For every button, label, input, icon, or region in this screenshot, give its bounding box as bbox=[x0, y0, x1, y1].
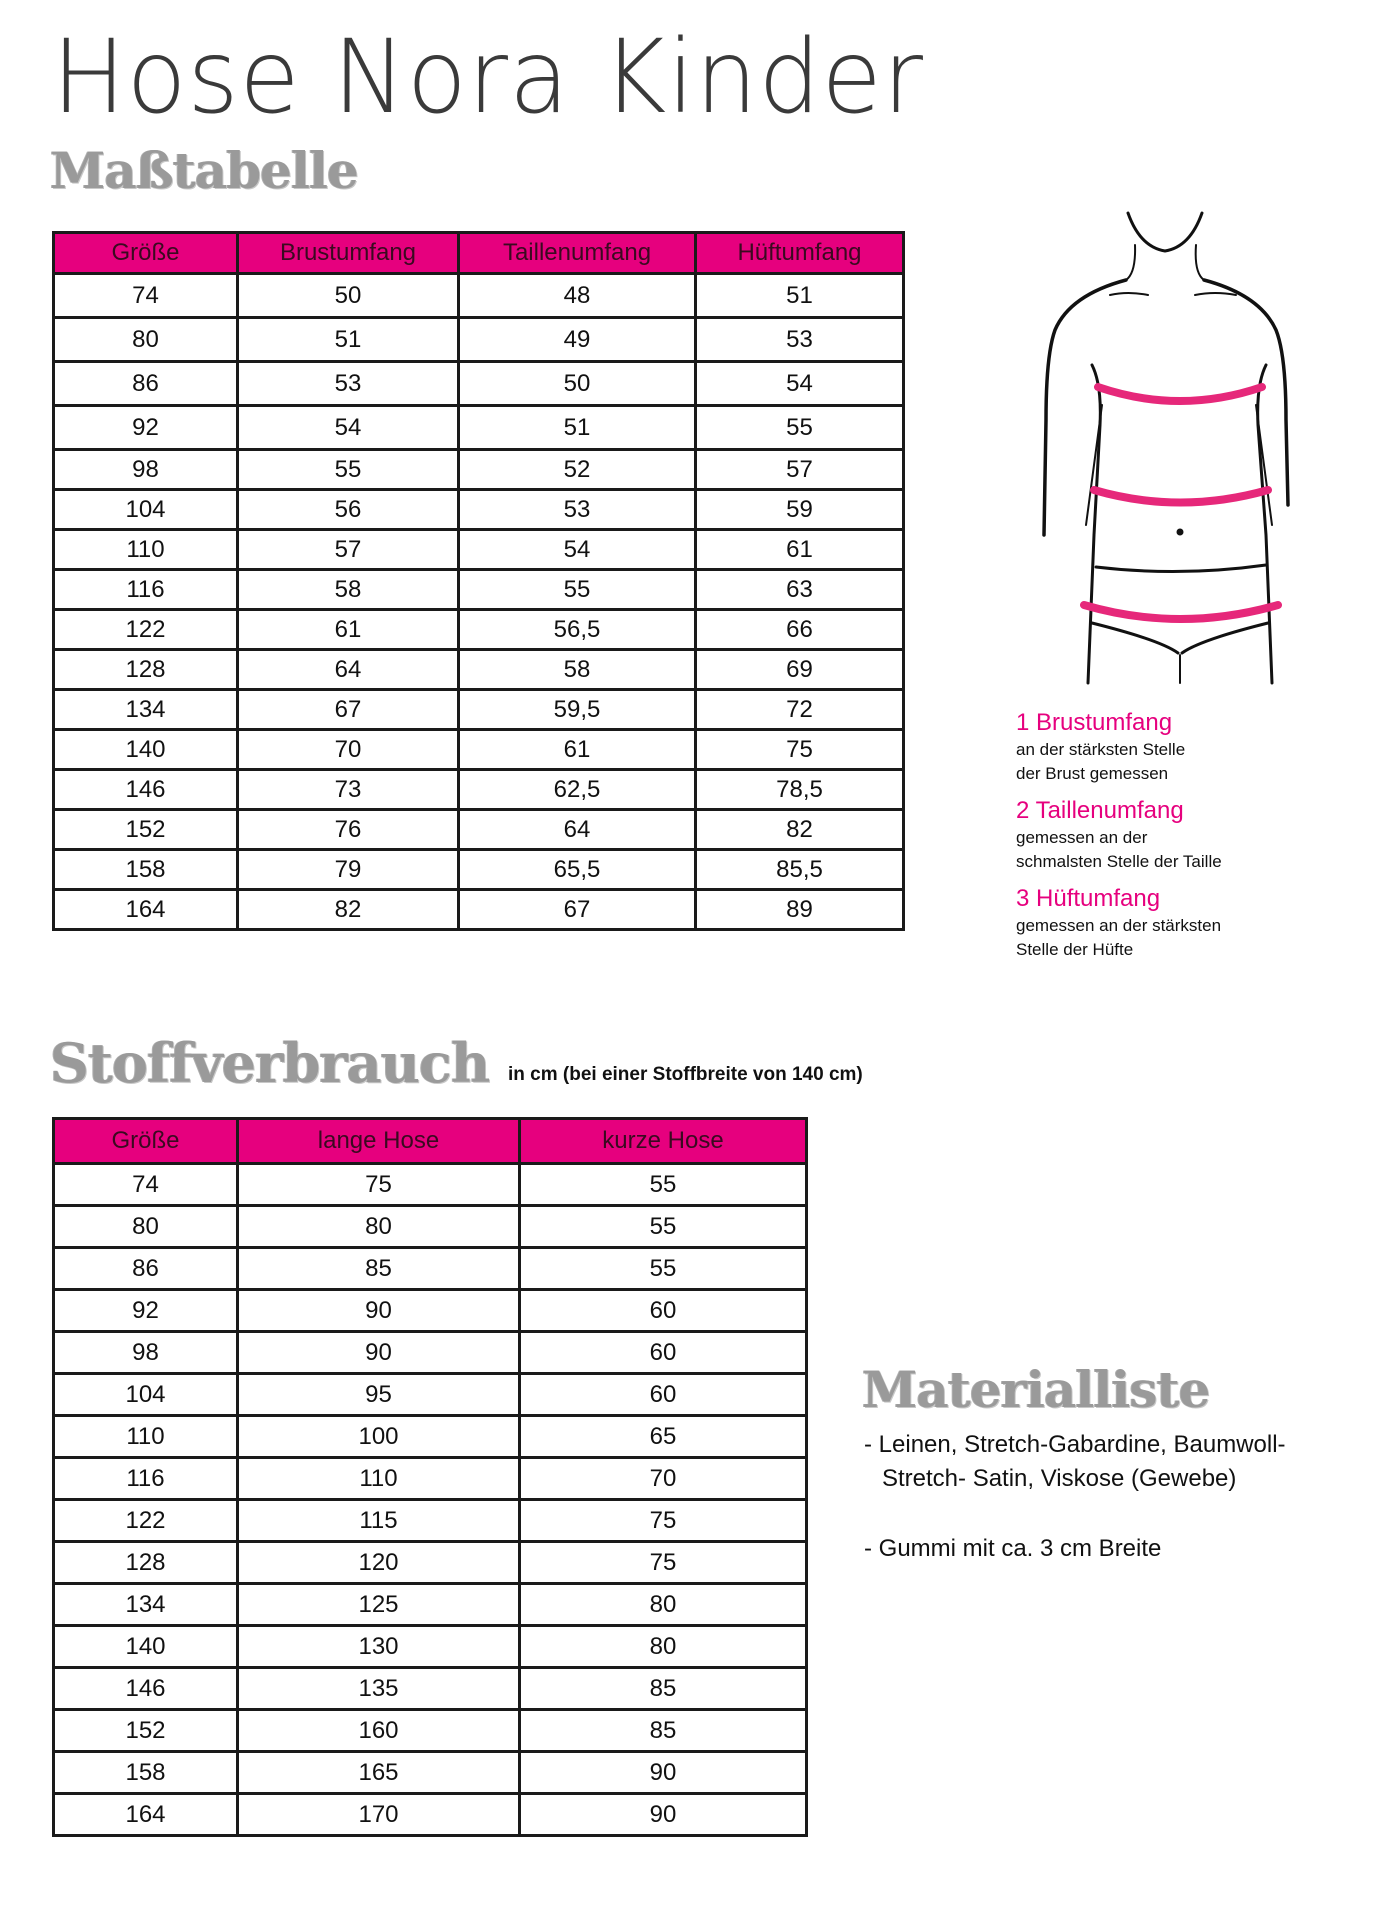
table-cell: 165 bbox=[238, 1752, 520, 1794]
table-cell: 53 bbox=[238, 362, 459, 406]
table-row bbox=[54, 1374, 807, 1416]
table-cell: 90 bbox=[520, 1752, 807, 1794]
table-cell: 73 bbox=[238, 770, 459, 810]
table-cell: 85 bbox=[520, 1710, 807, 1752]
table-cell: 79 bbox=[238, 850, 459, 890]
size-col-header: Größe bbox=[54, 233, 238, 274]
table-cell: 53 bbox=[459, 490, 696, 530]
table-cell: 53 bbox=[696, 318, 904, 362]
materials-heading: Materialliste bbox=[862, 1360, 1210, 1419]
page-title: Hose Nora Kinder bbox=[52, 18, 924, 137]
legend-line: schmalsten Stelle der Taille bbox=[1016, 852, 1222, 871]
legend-head: 2 Taillenumfang bbox=[1016, 797, 1184, 824]
table-row bbox=[54, 1416, 807, 1458]
table-cell: 128 bbox=[54, 650, 238, 690]
torso-right bbox=[1258, 365, 1272, 683]
table-cell: 80 bbox=[54, 1206, 238, 1248]
table-row bbox=[54, 1500, 807, 1542]
legend-line: der Brust gemessen bbox=[1016, 764, 1169, 783]
table-cell: 69 bbox=[696, 650, 904, 690]
table-cell: 55 bbox=[520, 1164, 807, 1206]
table-cell: 56 bbox=[238, 490, 459, 530]
table-cell: 55 bbox=[459, 570, 696, 610]
table-cell: 110 bbox=[54, 1416, 238, 1458]
table-cell: 104 bbox=[54, 490, 238, 530]
table-cell: 140 bbox=[54, 730, 238, 770]
table-cell: 158 bbox=[54, 1752, 238, 1794]
table-cell: 146 bbox=[54, 1668, 238, 1710]
table-cell: 85 bbox=[238, 1248, 520, 1290]
table-cell: 90 bbox=[238, 1332, 520, 1374]
table-cell: 160 bbox=[238, 1710, 520, 1752]
table-cell: 54 bbox=[696, 362, 904, 406]
chest-col-header: Brustumfang bbox=[238, 233, 459, 274]
table-cell: 54 bbox=[238, 406, 459, 450]
materials-list bbox=[864, 1428, 1364, 1566]
table-row bbox=[54, 406, 904, 450]
measurement-legend bbox=[1016, 708, 1346, 972]
table-cell: 49 bbox=[459, 318, 696, 362]
table-cell: 52 bbox=[459, 450, 696, 490]
table-cell: 67 bbox=[459, 890, 696, 930]
table-cell: 130 bbox=[238, 1626, 520, 1668]
table-cell: 122 bbox=[54, 610, 238, 650]
table-cell: 75 bbox=[520, 1542, 807, 1584]
table-cell: 60 bbox=[520, 1290, 807, 1332]
table-cell: 60 bbox=[520, 1374, 807, 1416]
table-cell: 134 bbox=[54, 1584, 238, 1626]
table-cell: 98 bbox=[54, 1332, 238, 1374]
table-cell: 122 bbox=[54, 1500, 238, 1542]
table-cell: 128 bbox=[54, 1542, 238, 1584]
table-cell: 70 bbox=[520, 1458, 807, 1500]
table-cell: 100 bbox=[238, 1416, 520, 1458]
table-cell: 86 bbox=[54, 362, 238, 406]
table-cell: 146 bbox=[54, 770, 238, 810]
table-row bbox=[54, 450, 904, 490]
table-cell: 75 bbox=[520, 1500, 807, 1542]
table-cell: 110 bbox=[54, 530, 238, 570]
table-cell: 80 bbox=[520, 1584, 807, 1626]
table-row bbox=[54, 1752, 807, 1794]
table-cell: 80 bbox=[54, 318, 238, 362]
collarbone-right bbox=[1195, 293, 1236, 295]
legend-line: an der stärksten Stelle bbox=[1016, 740, 1186, 759]
table-cell: 104 bbox=[54, 1374, 238, 1416]
table-cell: 90 bbox=[520, 1794, 807, 1836]
legend-line: gemessen an der bbox=[1016, 828, 1148, 847]
table-cell: 62,5 bbox=[459, 770, 696, 810]
legend-line: gemessen an der stärksten bbox=[1016, 916, 1222, 935]
table-cell: 120 bbox=[238, 1542, 520, 1584]
neck-line bbox=[1128, 213, 1202, 251]
table-cell: 50 bbox=[459, 362, 696, 406]
table-cell: 140 bbox=[54, 1626, 238, 1668]
table-cell: 158 bbox=[54, 850, 238, 890]
table-cell: 48 bbox=[459, 274, 696, 318]
legend-item-hip bbox=[1016, 884, 1346, 962]
body-measurement-figure bbox=[1010, 205, 1290, 685]
table-cell: 90 bbox=[238, 1290, 520, 1332]
fabric-note: in cm (bei einer Stoffbreite von 140 cm) bbox=[508, 1064, 863, 1085]
table-cell: 135 bbox=[238, 1668, 520, 1710]
table-cell: 59,5 bbox=[459, 690, 696, 730]
legend-head: 1 Brustumfang bbox=[1016, 709, 1173, 736]
waist-col-header: Taillenumfang bbox=[459, 233, 696, 274]
table-cell: 80 bbox=[520, 1626, 807, 1668]
fabric-heading: Stoffverbrauch bbox=[50, 1031, 490, 1095]
table-cell: 164 bbox=[54, 890, 238, 930]
table-row bbox=[54, 530, 904, 570]
table-row bbox=[54, 274, 904, 318]
legend-item-chest bbox=[1016, 708, 1346, 786]
table-cell: 55 bbox=[520, 1248, 807, 1290]
table-cell: 51 bbox=[696, 274, 904, 318]
table-cell: 98 bbox=[54, 450, 238, 490]
table-cell: 51 bbox=[459, 406, 696, 450]
table-cell: 55 bbox=[696, 406, 904, 450]
table-row bbox=[54, 1626, 807, 1668]
table-row bbox=[54, 810, 904, 850]
hip-col-header: Hüftumfang bbox=[696, 233, 904, 274]
table-cell: 85,5 bbox=[696, 850, 904, 890]
table-cell: 59 bbox=[696, 490, 904, 530]
table-cell: 89 bbox=[696, 890, 904, 930]
table-row bbox=[54, 1290, 807, 1332]
table-row bbox=[54, 1710, 807, 1752]
table-cell: 72 bbox=[696, 690, 904, 730]
table-cell: 55 bbox=[238, 450, 459, 490]
table-cell: 61 bbox=[238, 610, 459, 650]
table-row bbox=[54, 1584, 807, 1626]
crotch-right bbox=[1182, 623, 1268, 653]
legend-line: Stelle der Hüfte bbox=[1016, 940, 1134, 959]
table-cell: 110 bbox=[238, 1458, 520, 1500]
chest-measure-band bbox=[1098, 387, 1262, 401]
table-row bbox=[54, 610, 904, 650]
table-cell: 134 bbox=[54, 690, 238, 730]
size-col-header: Größe bbox=[54, 1119, 238, 1164]
table-row bbox=[54, 490, 904, 530]
table-cell: 63 bbox=[696, 570, 904, 610]
size-table-heading: Maßtabelle bbox=[50, 141, 358, 200]
table-row bbox=[54, 650, 904, 690]
table-cell: 67 bbox=[238, 690, 459, 730]
table-cell: 51 bbox=[238, 318, 459, 362]
table-cell: 74 bbox=[54, 1164, 238, 1206]
size-table-header-row bbox=[54, 233, 904, 274]
table-row bbox=[54, 362, 904, 406]
table-row bbox=[54, 1248, 807, 1290]
inner-arm-left bbox=[1086, 405, 1102, 525]
table-row bbox=[54, 770, 904, 810]
table-cell: 76 bbox=[238, 810, 459, 850]
table-cell: 74 bbox=[54, 274, 238, 318]
table-cell: 170 bbox=[238, 1794, 520, 1836]
table-cell: 75 bbox=[696, 730, 904, 770]
table-cell: 58 bbox=[238, 570, 459, 610]
table-cell: 55 bbox=[520, 1206, 807, 1248]
table-row bbox=[54, 318, 904, 362]
table-row bbox=[54, 690, 904, 730]
table-cell: 115 bbox=[238, 1500, 520, 1542]
fabric-table-header-row bbox=[54, 1119, 807, 1164]
legend-head: 3 Hüftumfang bbox=[1016, 885, 1161, 912]
table-cell: 56,5 bbox=[459, 610, 696, 650]
table-cell: 64 bbox=[238, 650, 459, 690]
short-pants-col-header: kurze Hose bbox=[520, 1119, 807, 1164]
long-pants-col-header: lange Hose bbox=[238, 1119, 520, 1164]
table-cell: 61 bbox=[696, 530, 904, 570]
neck-right bbox=[1196, 245, 1204, 280]
table-row bbox=[54, 570, 904, 610]
table-cell: 152 bbox=[54, 810, 238, 850]
table-cell: 92 bbox=[54, 406, 238, 450]
table-cell: 86 bbox=[54, 1248, 238, 1290]
table-cell: 80 bbox=[238, 1206, 520, 1248]
size-table bbox=[52, 231, 905, 931]
table-cell: 75 bbox=[238, 1164, 520, 1206]
table-cell: 70 bbox=[238, 730, 459, 770]
table-cell: 82 bbox=[238, 890, 459, 930]
hip-line bbox=[1096, 565, 1266, 572]
table-row bbox=[54, 890, 904, 930]
table-cell: 64 bbox=[459, 810, 696, 850]
table-cell: 57 bbox=[238, 530, 459, 570]
table-cell: 92 bbox=[54, 1290, 238, 1332]
table-cell: 66 bbox=[696, 610, 904, 650]
table-cell: 116 bbox=[54, 570, 238, 610]
table-row bbox=[54, 1332, 807, 1374]
table-cell: 125 bbox=[238, 1584, 520, 1626]
table-row bbox=[54, 1542, 807, 1584]
material-item: - Leinen, Stretch-Gabardine, Baumwoll-Stretch- Satin, Viskose (Gewebe) bbox=[864, 1431, 1286, 1492]
table-cell: 65,5 bbox=[459, 850, 696, 890]
table-cell: 95 bbox=[238, 1374, 520, 1416]
table-cell: 152 bbox=[54, 1710, 238, 1752]
table-cell: 50 bbox=[238, 274, 459, 318]
table-row bbox=[54, 1206, 807, 1248]
legend-item-waist bbox=[1016, 796, 1346, 874]
crotch-left bbox=[1092, 623, 1178, 653]
collarbone-left bbox=[1110, 293, 1148, 295]
table-row bbox=[54, 730, 904, 770]
table-cell: 85 bbox=[520, 1668, 807, 1710]
table-cell: 82 bbox=[696, 810, 904, 850]
table-row bbox=[54, 1668, 807, 1710]
neck-left bbox=[1126, 245, 1135, 280]
table-cell: 54 bbox=[459, 530, 696, 570]
table-row bbox=[54, 1794, 807, 1836]
torso-left bbox=[1088, 365, 1100, 683]
table-row bbox=[54, 1164, 807, 1206]
table-cell: 58 bbox=[459, 650, 696, 690]
table-cell: 116 bbox=[54, 1458, 238, 1500]
material-item: - Gummi mit ca. 3 cm Breite bbox=[864, 1535, 1162, 1562]
table-cell: 164 bbox=[54, 1794, 238, 1836]
table-cell: 60 bbox=[520, 1332, 807, 1374]
navel bbox=[1177, 529, 1184, 536]
table-cell: 78,5 bbox=[696, 770, 904, 810]
table-row bbox=[54, 850, 904, 890]
fabric-table bbox=[52, 1117, 808, 1837]
table-cell: 61 bbox=[459, 730, 696, 770]
table-cell: 57 bbox=[696, 450, 904, 490]
waist-measure-band bbox=[1094, 490, 1268, 503]
table-cell: 65 bbox=[520, 1416, 807, 1458]
table-row bbox=[54, 1458, 807, 1500]
hip-measure-band bbox=[1084, 605, 1278, 619]
